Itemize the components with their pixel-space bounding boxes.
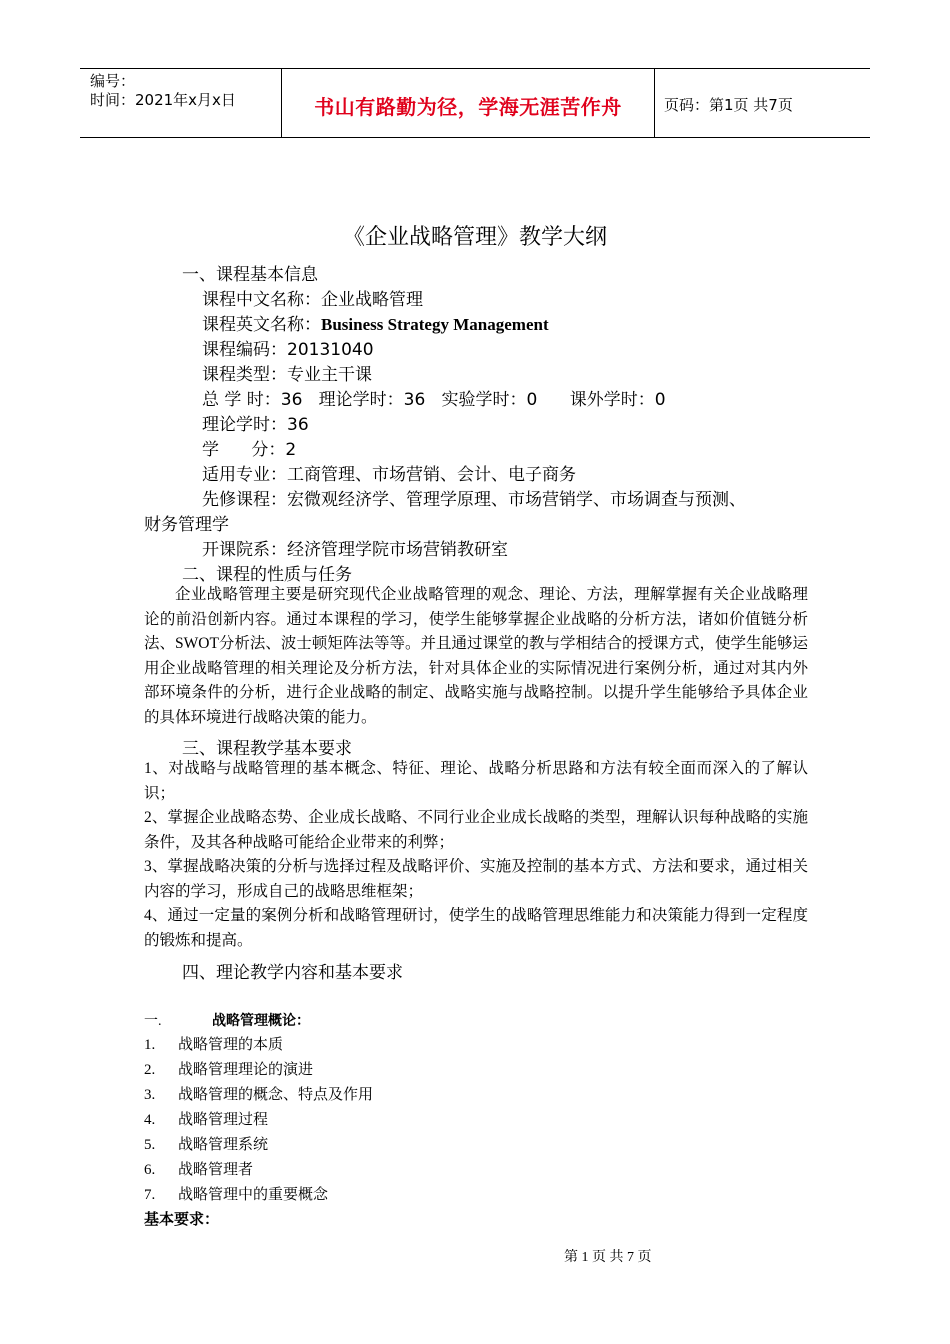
course-majors: 适用专业：工商管理、市场营销、会计、电子商务 [202, 465, 576, 485]
chapter-number: 一. [144, 1014, 162, 1029]
course-prereq-cont: 财务管理学 [144, 515, 229, 535]
list-item: 6. 战略管理者 [144, 1162, 254, 1178]
section-heading-2: 二、课程的性质与任务 [182, 565, 352, 585]
basic-requirements-label: 基本要求： [144, 1212, 220, 1228]
header-left-cell [90, 72, 236, 110]
requirement-item: 1、对战略与战略管理的基本概念、特征、理论、战略分析思路和方法有较全面而深入的了解认识； [144, 760, 808, 802]
course-credits: 学 分：2 [202, 440, 297, 460]
list-item: 3. 战略管理的概念、特点及作用 [144, 1087, 374, 1103]
page-footer: 第 1 页 共 7 页 [564, 1250, 652, 1265]
chapter-heading [144, 1010, 310, 1030]
requirement-item: 3、掌握战略决策的分析与选择过程及战略评价、实施及控制的基本方式、方法和要求，通过相关内容的学习，形成自己的战略思维框架； [144, 858, 808, 900]
course-en-name [202, 310, 549, 335]
course-en-name-label: 课程英文名称： [202, 315, 321, 335]
section-heading-4: 四、理论教学内容和基本要求 [182, 963, 403, 983]
header-divider [654, 69, 655, 137]
requirement-item: 2、掌握企业战略态势、企业成长战略、不同行业企业成长战略的类型，理解认识每种战略的实施条件，及其各种战略可能给企业带来的利弊； [144, 809, 808, 851]
course-code: 课程编码：20131040 [202, 340, 374, 360]
document-title: 《企业战略管理》教学大纲 [342, 225, 607, 250]
course-cn-name-value: 企业战略管理 [321, 290, 423, 310]
header-table [80, 68, 870, 138]
course-en-name-value: Business Strategy Management [321, 315, 549, 334]
list-item: 7. 战略管理中的重要概念 [144, 1187, 329, 1203]
course-hours: 总 学 时：36 理论学时：36 实验学时：0 课外学时：0 [202, 390, 666, 410]
course-theory-hours: 理论学时：36 [202, 415, 309, 435]
header-motto: 书山有路勤为径，学海无涯苦作舟 [314, 95, 622, 119]
header-page-number: 页码：第1页 共7页 [664, 96, 793, 114]
chapter-title: 战略管理概论： [212, 1013, 310, 1029]
course-department: 开课院系：经济管理学院市场营销教研室 [202, 540, 508, 560]
list-item: 1. 战略管理的本质 [144, 1037, 284, 1053]
list-item: 2. 战略管理理论的演进 [144, 1062, 314, 1078]
doc-code-label: 编号： [90, 72, 136, 90]
course-prereq: 先修课程：宏微观经济学、管理学原理、市场营销学、市场调查与预测、 [202, 490, 746, 510]
section-heading-1: 一、课程基本信息 [182, 265, 318, 285]
doc-date: 时间：2021年x月x日 [90, 91, 236, 109]
section2-paragraph: 企业战略管理主要是研究现代企业战略管理的观念、理论、方法，理解掌握有关企业战略理论的前沿创新内容。通过本课程的学习，使学生能够掌握企业战略的分析方法，诸如价值链分析法、SWOT分析法、波士顿矩阵法等等。并且通过课堂的教与学相结合的授课方式，使学生能够运用企业战略管理的相关理论及分析方法，针对具体企业的实际情况进行案例分析，通过对其内外部环境条件的分析，进行企业战略的制定、战略实施与战略控制。以提升学生能够给予具体企业的具体环境进行战略决策的能力。 [144, 586, 808, 726]
requirement-item: 4、通过一定量的案例分析和战略管理研讨，使学生的战略管理思维能力和决策能力得到一定程度的锻炼和提高。 [144, 907, 808, 949]
course-cn-name-label: 课程中文名称： [202, 290, 321, 310]
course-cn-name [202, 285, 423, 310]
list-item: 4. 战略管理过程 [144, 1112, 269, 1128]
section-heading-3: 三、课程教学基本要求 [182, 739, 352, 759]
list-item: 5. 战略管理系统 [144, 1137, 269, 1153]
course-type: 课程类型：专业主干课 [202, 365, 372, 385]
